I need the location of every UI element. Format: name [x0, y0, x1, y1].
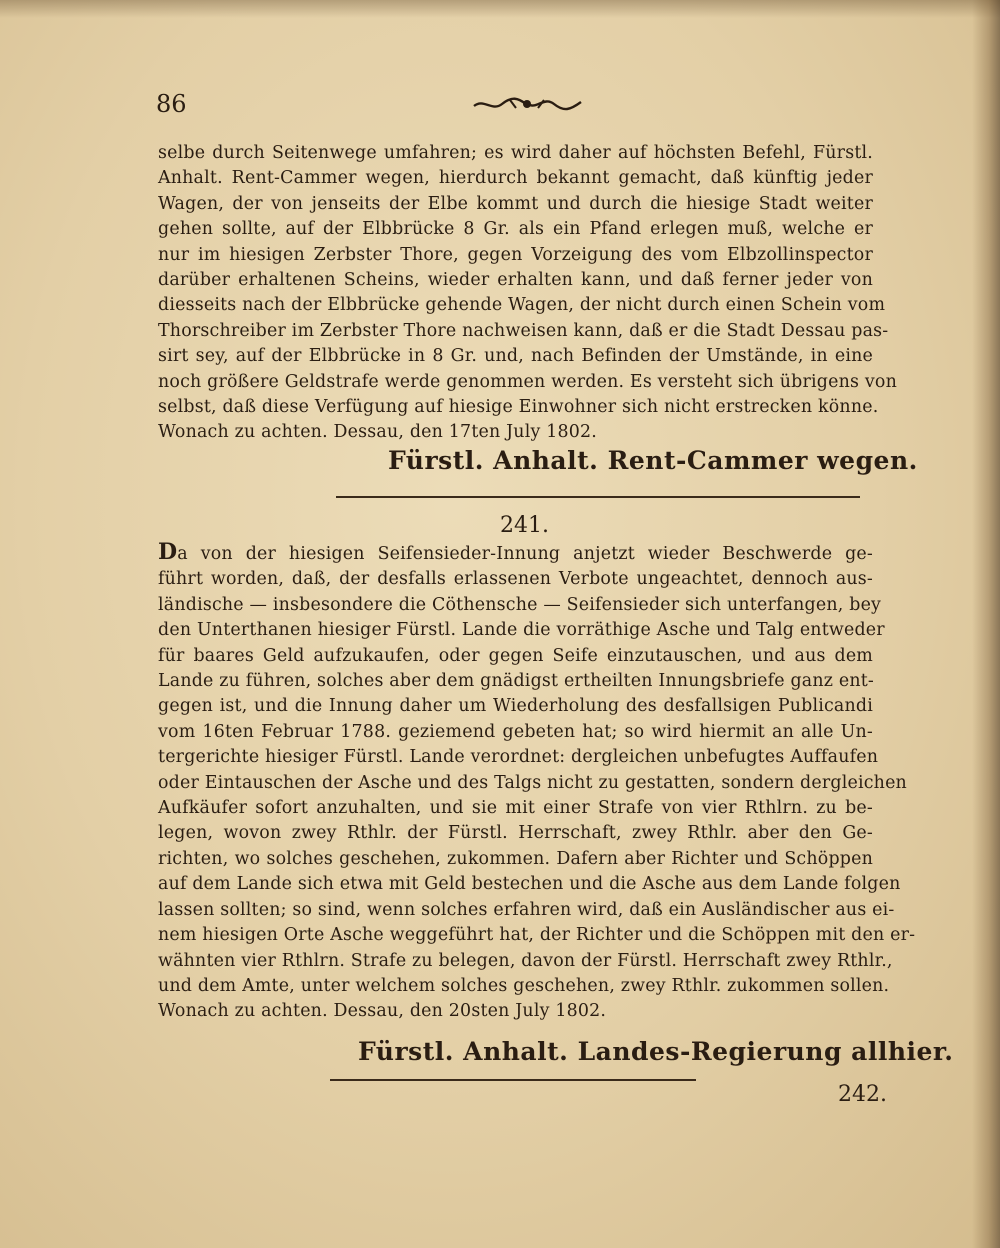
section-number: 241. — [500, 513, 549, 538]
text-line: für baares Geld aufzukaufen, oder gegen Seife einzutauschen, und aus dem — [158, 645, 873, 666]
divider-rule — [330, 1079, 696, 1081]
text-line: sirt sey, auf der Elbbrücke in 8 Gr. und, nach Befinden der Umstände, in eine — [158, 346, 873, 367]
page-shadow-top — [0, 0, 1000, 18]
text-line: auf dem Lande sich etwa mit Geld bestechen und die Asche aus dem Lande folgen — [158, 874, 901, 895]
page-binding-shadow — [972, 0, 1000, 1248]
text-line: führt worden, daß, der desfalls erlassenen Verbote ungeachtet, dennoch aus- — [158, 569, 873, 590]
text-line: Wonach zu achten. Dessau, den 20sten July 1802. — [158, 1001, 607, 1022]
text-line: und dem Amte, unter welchem solches geschehen, zwey Rthlr. zukommen sollen. — [158, 975, 890, 996]
notice-text-1 — [158, 141, 897, 446]
first-line-text: a von der hiesigen Seifensieder-Innung anjetzt wieder Beschwerde ge- — [177, 544, 873, 564]
text-line: wähnten vier Rthlrn. Strafe zu belegen, davon der Fürstl. Herrschaft zwey Rthlr., — [158, 950, 893, 971]
text-line: oder Eintauschen der Asche und des Talgs nicht zu gestatten, sondern dergleichen — [158, 772, 907, 793]
text-line: Thorschreiber im Zerbster Thore nachweisen kann, daß er die Stadt Dessau pas- — [158, 320, 889, 341]
notice-text-2 — [158, 539, 916, 1025]
text-line: Anhalt. Rent-Cammer wegen, hierdurch bekannt gemacht, daß künftig jeder — [158, 168, 873, 189]
page-number: 86 — [156, 90, 187, 118]
text-line: gehen sollte, auf der Elbbrücke 8 Gr. als ein Pfand erlegen muß, welche er — [158, 219, 873, 240]
text-line: vom 16ten Februar 1788. geziemend gebeten hat; so wird hiermit an alle Un- — [158, 721, 873, 742]
text-line: selbst, daß diese Verfügung auf hiesige Einwohner sich nicht erstrecken könne. — [158, 397, 879, 418]
text-line: selbe durch Seitenwege umfahren; es wird daher auf höchsten Befehl, Fürstl. — [158, 143, 873, 163]
signature-landes-regierung: Fürstl. Anhalt. Landes-Regierung allhier. — [358, 1037, 954, 1066]
text-line: Aufkäufer sofort anzuhalten, und sie mit einer Strafe von vier Rthlrn. zu be- — [158, 798, 873, 819]
text-line: noch größere Geldstrafe werde genommen werden. Es versteht sich übrigens von — [158, 371, 897, 392]
divider-rule — [336, 496, 860, 498]
ornament-icon — [470, 92, 585, 116]
text-line: den Unterthanen hiesiger Fürstl. Lande die vorräthige Asche und Talg entweder — [158, 620, 885, 641]
text-line: Lande zu führen, solches aber dem gnädigst ertheilten Innungsbriefe ganz ent- — [158, 671, 874, 692]
text-line: ländische — insbesondere die Cöthensche — Seifensieder sich unterfangen, bey — [158, 594, 882, 615]
text-line: nur im hiesigen Zerbster Thore, gegen Vorzeigung des vom Elbzollinspector — [158, 244, 873, 265]
text-line: lassen sollten; so sind, wenn solches erfahren wird, daß ein Ausländischer aus ei- — [158, 899, 895, 920]
text-line-first — [158, 540, 873, 567]
text-line: Wonach zu achten. Dessau, den 17ten July 1802. — [158, 422, 598, 443]
text-line: tergerichte hiesiger Fürstl. Lande verordnet: dergleichen unbefugtes Auffaufen — [158, 747, 879, 768]
signature-rent-cammer: Fürstl. Anhalt. Rent-Cammer wegen. — [388, 446, 918, 475]
text-line: nem hiesigen Orte Asche weggeführt hat, der Richter und die Schöppen mit den er- — [158, 925, 916, 946]
text-line: Wagen, der von jenseits der Elbe kommt und durch die hiesige Stadt weiter — [158, 193, 873, 214]
text-line: diesseits nach der Elbbrücke gehende Wagen, der nicht durch einen Schein vom — [158, 295, 886, 316]
catchword: 242. — [838, 1082, 887, 1107]
text-line: legen, wovon zwey Rthlr. der Fürstl. Herrschaft, zwey Rthlr. aber den Ge- — [158, 823, 873, 844]
drop-cap: D — [158, 539, 178, 565]
text-line: gegen ist, und die Innung daher um Wiederholung des desfallsigen Publicandi — [158, 696, 873, 717]
text-line: richten, wo solches geschehen, zukommen. Dafern aber Richter und Schöppen — [158, 848, 873, 869]
text-line: darüber erhaltenen Scheins, wieder erhalten kann, und daß ferner jeder von — [158, 270, 873, 291]
